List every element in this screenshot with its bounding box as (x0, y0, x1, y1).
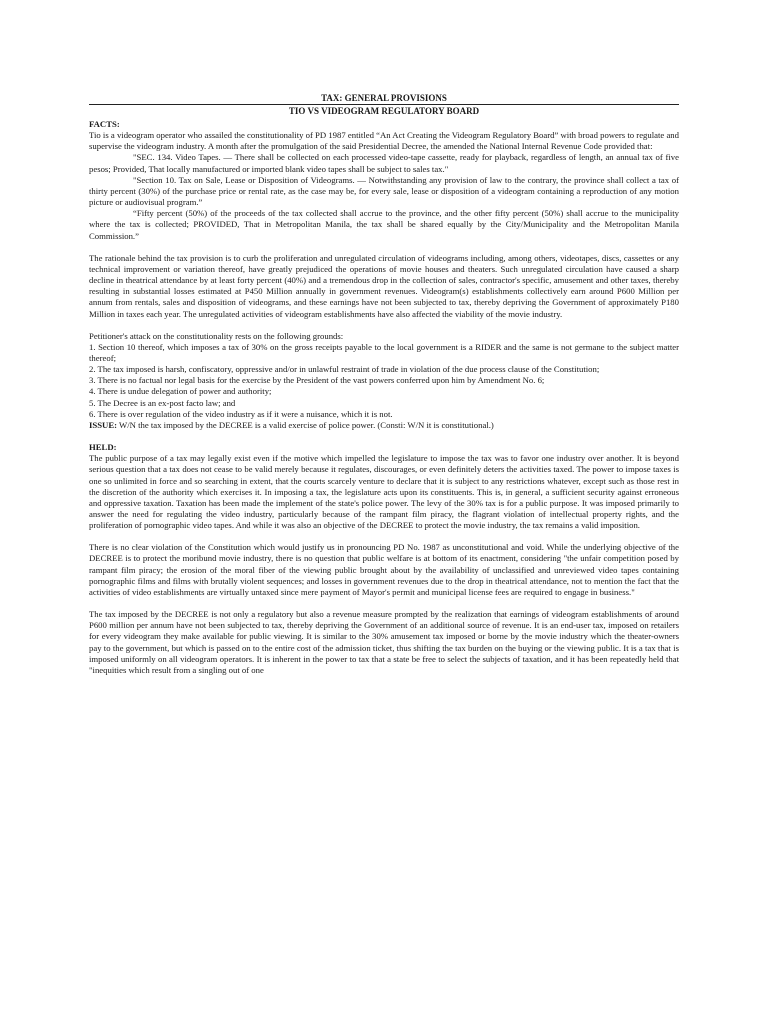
facts-intro: Tio is a videogram operator who assailed the constitutionality of PD 1987 entitled “An Act Creating the Videogram Regulatory Board” with broad powers to regulate and supervise the videogram industry. A month after the promulgation of the said Presidential Decree, the amended the National Internal Revenue Code provided that: (89, 130, 679, 152)
issue-label: ISSUE: (89, 419, 118, 430)
spacer (89, 320, 679, 331)
quote-sec10: "Section 10. Tax on Sale, Lease or Disposition of Videograms. — Notwithstanding any provision of law to the contrary, the province shall collect a tax of thirty percent (30%) of the purchase price or rental rate, as the case may be, for every sale, lease or disposition of a videogram containing a reproduction of any motion picture or audiovisual program.” (89, 174, 679, 208)
case-title: TIO VS VIDEOGRAM REGULATORY BOARD (89, 104, 679, 117)
list-item: 5. The Decree is an ex-post facto law; and (89, 397, 236, 408)
held-paragraph-2: There is no clear violation of the Constitution which would justify us in pronouncing PD No. 1987 as unconstitutional and void. While the underlying objective of the DECREE is to protect the moribund movie industry, there is no question that public welfare is at bottom of its enactment, considering "the unfair competition posed by rampant film piracy; the erosion of the moral fiber of the viewing public brought about by the availability of unclassified and unreviewed video tapes containing pornographic films and films with brutally violent sequences; and losses in government revenues due to the drop in theatrical attendance, not to mention the fact that the activities of video establishments are virtually untaxed since mere payment of Mayor's permit and municipal license fees are required to engage in business." (89, 542, 679, 597)
rationale-paragraph: The rationale behind the tax provision is to curb the proliferation and unregulated circulation of videograms including, among others, videotapes, discs, cassettes or any technical improvement or variation thereof, have greatly prejudiced the operations of movie houses and theaters. Such unregulated circulation have caused a sharp decline in theatrical attendance by at least forty percent (40%) and a tremendous drop in the collection of sales, contractor's specific, amusement and other taxes, thereby resulting in substantial losses estimated at P450 Million annually in government revenues. Videogram(s) establishments collectively earn around P600 Million per annum from rentals, sales and disposition of videograms, and these earnings have not been subjected to tax, thereby depriving the Government of approximately P180 Million in taxes each year. The unregulated activities of videogram establishments have also affected the viability of the movie industry. (89, 252, 679, 319)
list-item: 6. There is over regulation of the video industry as if it were a nuisance, which it is not. (89, 408, 393, 419)
grounds-intro: Petitioner's attack on the constitutionality rests on the following grounds: (89, 330, 344, 341)
list-item: 2. The tax imposed is harsh, confiscatory, oppressive and/or in unlawful restraint of trade in violation of the due process clause of the Constitution; (89, 364, 600, 375)
list-item: 1. Section 10 thereof, which imposes a tax of 30% on the gross receipts payable to the local government is a RIDER and the same is not germane to the subject matter thereof; (89, 341, 679, 363)
list-item: 3. There is no factual nor legal basis for the exercise by the President of the vast powers conferred upon him by Amendment No. 6; (89, 375, 545, 386)
facts-heading: FACTS: (89, 119, 120, 129)
spacer (89, 431, 679, 442)
held-paragraph-3: The tax imposed by the DECREE is not only a regulatory but also a revenue measure prompted by the realization that earnings of videogram establishments of around P600 million per annum have not been subjected to tax, thereby depriving the Government of an additional source of revenue. It is an end-user tax, imposed on retailers for every videogram they make available for public viewing. It is similar to the 30% amusement tax imposed or borne by the movie industry which the theater-owners pay to the government, but which is passed on to the entire cost of the admission ticket, thus shifting the tax burden on the buying or the viewing public. It is a tax that is imposed uniformly on all videogram operators. It is inherent in the power to tax that a state be free to select the subjects of taxation, and it has been repeatedly held that "inequities which result from a singling out of one (89, 609, 679, 675)
quote-sec134: "SEC. 134. Video Tapes. — There shall be collected on each processed video-tape cassette, ready for playback, regardless of length, an annual tax of five pesos; Provided, That locally manufactured or imported blank video tapes shall be subject to sales tax." (89, 152, 679, 174)
issue-paragraph (89, 420, 679, 431)
issue-text: W/N the tax imposed by the DECREE is a valid exercise of police power. (Consti: W/N it is constitutional.) (117, 419, 494, 430)
document-page (89, 93, 679, 676)
spacer (89, 598, 679, 609)
quote-fifty-percent: “Fifty percent (50%) of the proceeds of the tax collected shall accrue to the province, and the other fifty percent (50%) shall accrue to the municipality where the tax is collected; PROVIDED, That in Metropolitan Manila, the tax shall be shared equally by the City/Municipality and the Metropolitan Manila Commission.” (89, 208, 679, 241)
list-item: 4. There is undue delegation of power and authority; (89, 386, 272, 397)
document-title: TAX: GENERAL PROVISIONS (321, 93, 447, 103)
spacer (89, 242, 679, 253)
grounds-list (89, 342, 679, 420)
spacer (89, 531, 679, 542)
held-heading: HELD: (89, 442, 117, 453)
held-paragraph-1: The public purpose of a tax may legally exist even if the motive which impelled the legislature to impose the tax was to favor one industry over another. It is beyond serious question that a tax does not cease to be valid merely because it regulates, discourages, or even definitely deters the activities taxed. The power to impose taxes is one so unlimited in force and so searching in extent, that the courts scarcely venture to declare that it is subject to any restrictions whatever, except such as those rest in the discretion of the authority which exercises it. In imposing a tax, the legislature acts upon its constituents. This is, in general, a sufficient security against erroneous and oppressive taxation. Taxation has been made the implement of the state's police power. The levy of the 30% tax is for a public purpose. It was imposed primarily to answer the need for regulating the video industry, particularly because of the rampant film piracy, the flagrant violation of intellectual property rights, and the proliferation of pornographic video tapes. And while it was also an objective of the DECREE to protect the movie industry, the tax remains a valid imposition. (89, 453, 679, 531)
